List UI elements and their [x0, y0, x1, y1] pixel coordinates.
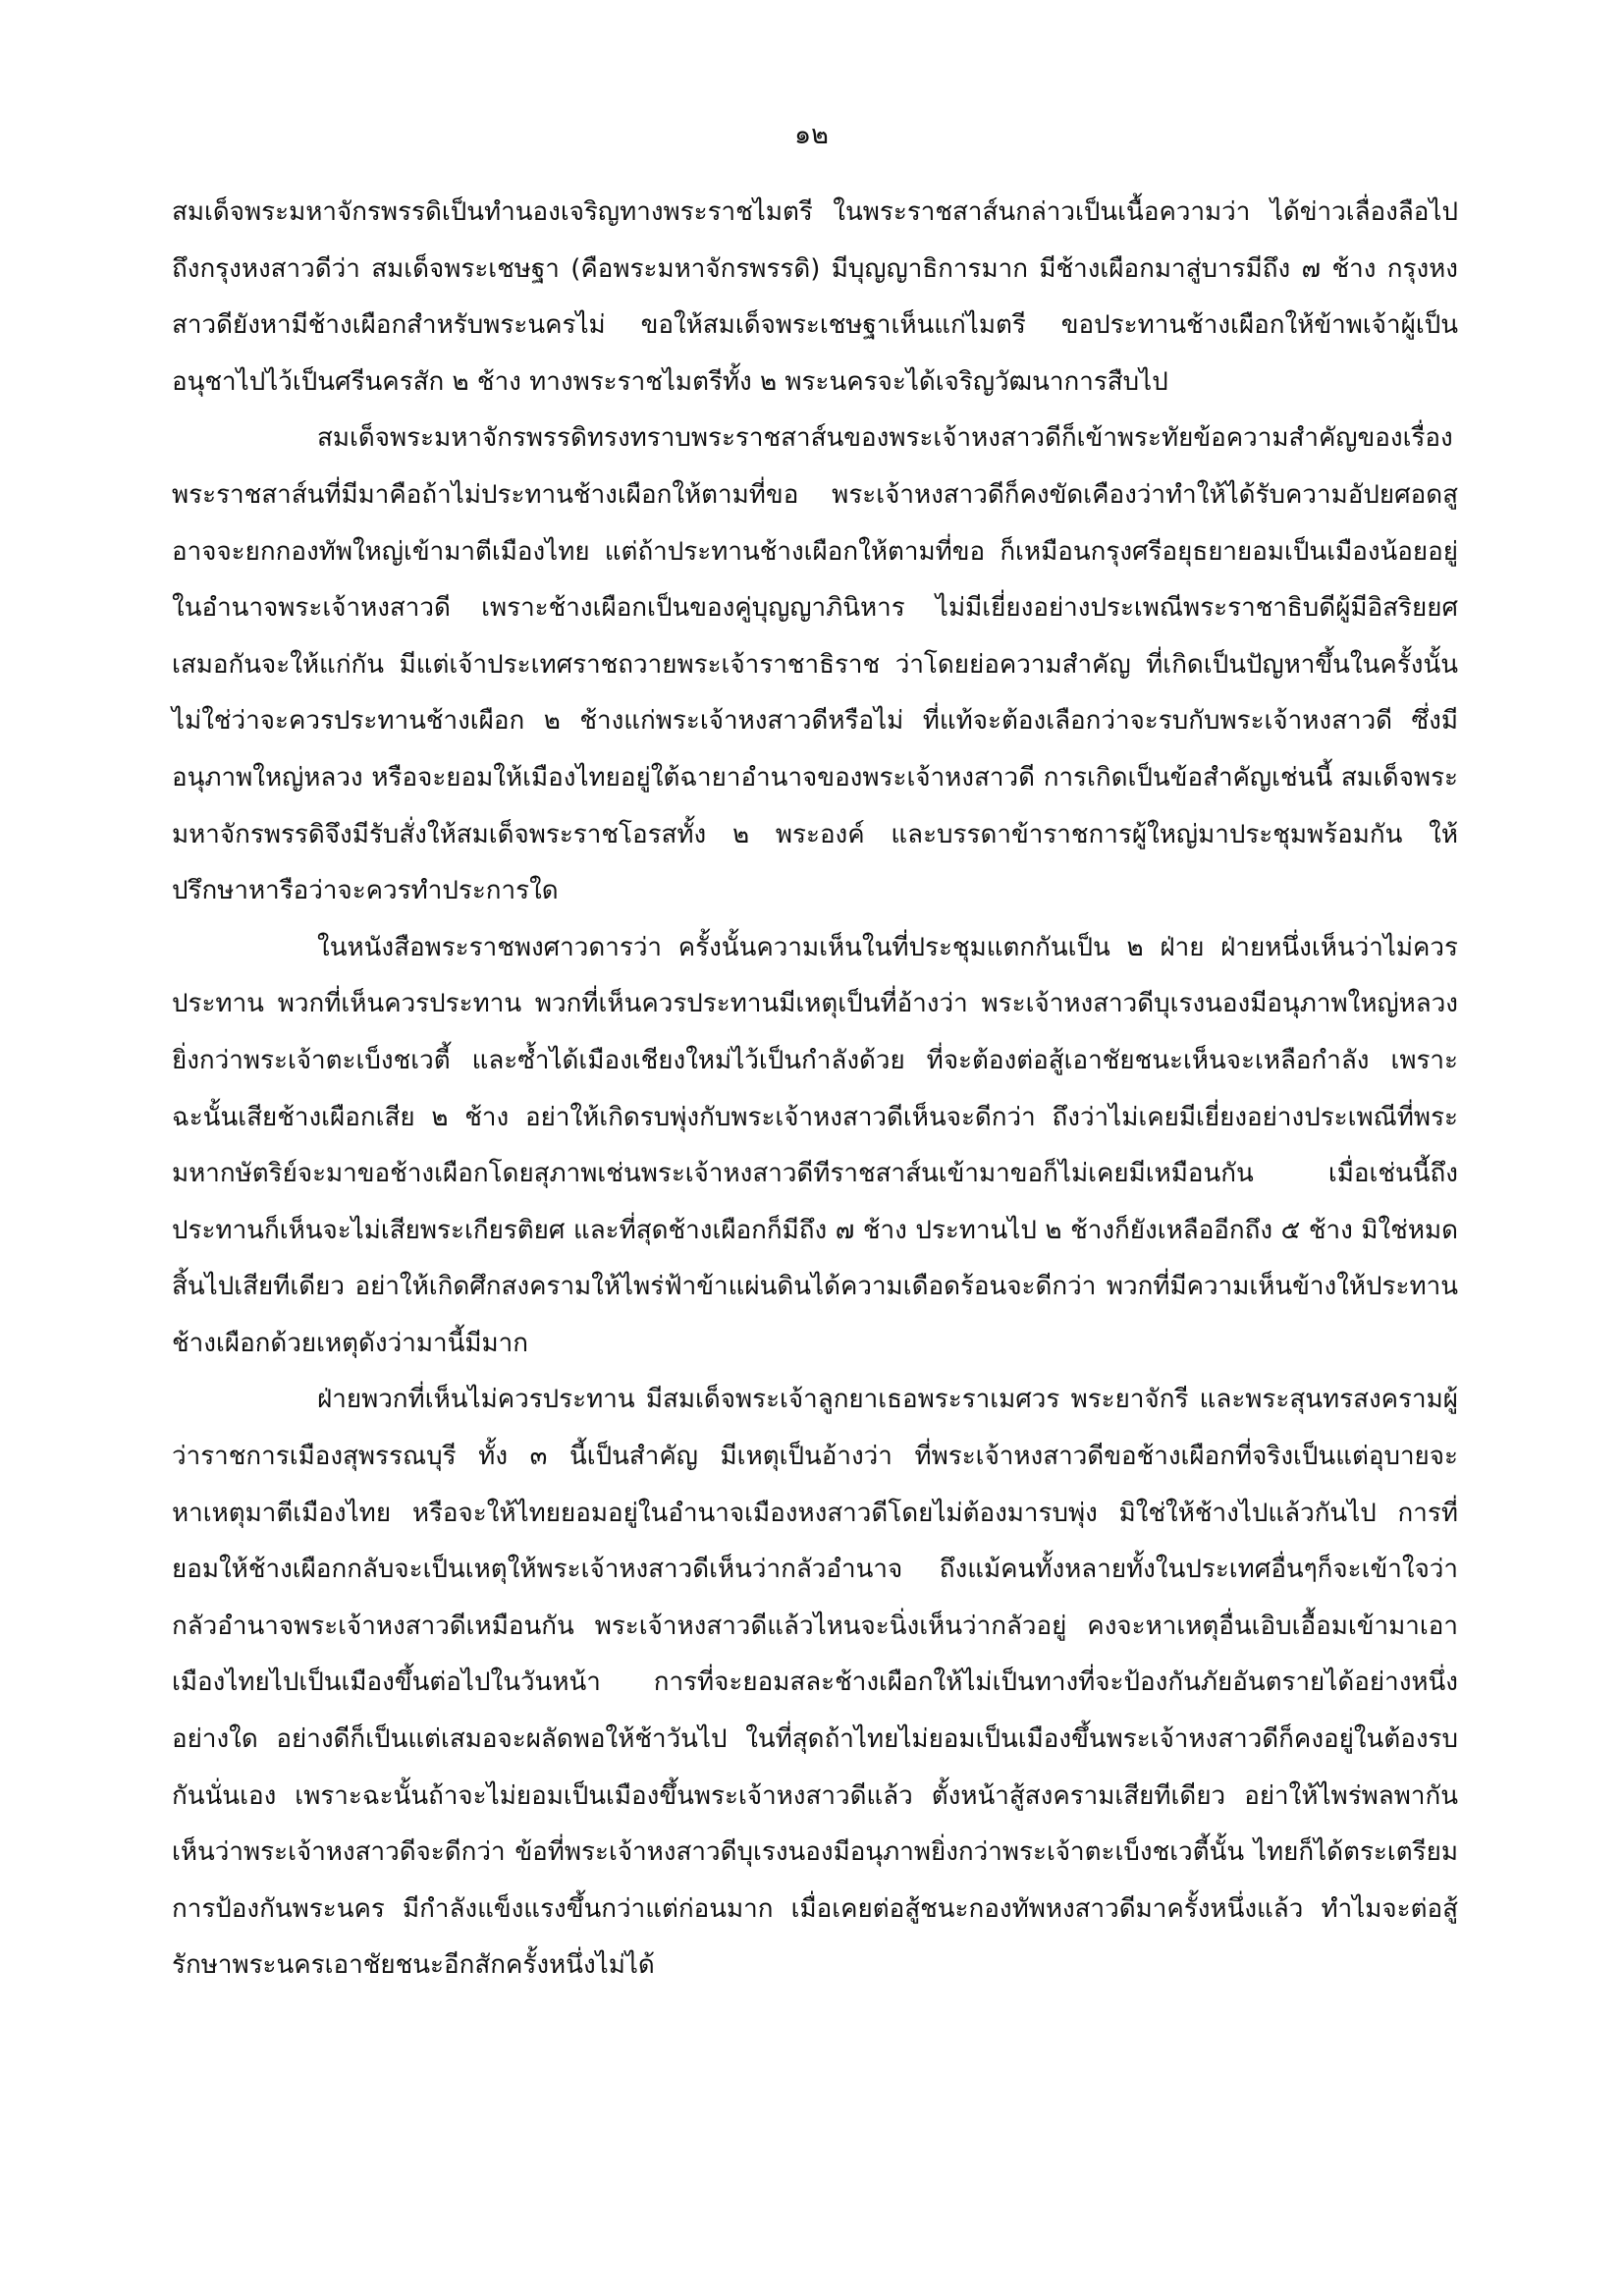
body-text	[172, 185, 1458, 1995]
paragraph-1: สมเด็จพระมหาจักรพรรดิเป็นทำนองเจริญทางพระราชไมตรี ในพระราชสาส์นกล่าวเป็นเนื้อความว่า ได้ข่าวเลื่องลือไปถึงกรุงหงสาวดีว่า สมเด็จพระเชษฐา (คือพระมหาจักรพรรดิ) มีบุญญาธิการมาก มีช้างเผือกมาสู่บารมีถึง ๗ ช้าง กรุงหงสาวดียังหามีช้างเผือกสำหรับพระนครไม่ ขอให้สมเด็จพระเชษฐาเห็นแก่ไมตรี ขอประทานช้างเผือกให้ข้าพเจ้าผู้เป็นอนุชาไปไว้เป็นศรีนครสัก ๒ ช้าง ทางพระราชไมตรีทั้ง ๒ พระนครจะได้เจริญวัฒนาการสืบไป	[172, 197, 1458, 397]
paragraph-3: ในหนังสือพระราชพงศาวดารว่า ครั้งนั้นความเห็นในที่ประชุมแตกกันเป็น ๒ ฝ่าย ฝ่ายหนึ่งเห็นว่าไม่ควรประทาน พวกที่เห็นควรประทาน พวกที่เห็นควรประทานมีเหตุเป็นที่อ้างว่า พระเจ้าหงสาวดีบุเรงนองมีอนุภาพใหญ่หลวงยิ่งกว่าพระเจ้าตะเบ็งชเวตี้ และซ้ำได้เมืองเชียงใหม่ไว้เป็นกำลังด้วย ที่จะต้องต่อสู้เอาชัยชนะเห็นจะเหลือกำลัง เพราะฉะนั้นเสียช้างเผือกเสีย ๒ ช้าง อย่าให้เกิดรบพุ่งกับพระเจ้าหงสาวดีเห็นจะดีกว่า ถึงว่าไม่เคยมีเยี่ยงอย่างประเพณีที่พระมหากษัตริย์จะมาขอช้างเผือกโดยสุภาพเช่นพระเจ้าหงสาวดีทีราชสาส์นเข้ามาขอก็ไม่เคยมีเหมือนกัน เมื่อเช่นนี้ถึงประทานก็เห็นจะไม่เสียพระเกียรติยศ และที่สุดช้างเผือกก็มีถึง ๗ ช้าง ประทานไป ๒ ช้างก็ยังเหลืออีกถึง ๕ ช้าง มิใช่หมดสิ้นไปเสียทีเดียว อย่าให้เกิดศึกสงครามให้ไพร่ฟ้าข้าแผ่นดินได้ความเดือดร้อนจะดีกว่า พวกที่มีความเห็นข้างให้ประทานช้างเผือกด้วยเหตุดังว่ามานี้มีมาก	[172, 932, 1458, 1358]
paragraph-2: สมเด็จพระมหาจักรพรรดิทรงทราบพระราชสาส์นของพระเจ้าหงสาวดีก็เข้าพระทัยข้อความสำคัญของเรื่องพระราชสาส์นที่มีมาคือถ้าไม่ประทานช้างเผือกให้ตามที่ขอ พระเจ้าหงสาวดีก็คงขัดเคืองว่าทำให้ได้รับความอัปยศอดสู อาจจะยกกองทัพใหญ่เข้ามาตีเมืองไทย แต่ถ้าประทานช้างเผือกให้ตามที่ขอ ก็เหมือนกรุงศรีอยุธยายอมเป็นเมืองน้อยอยู่ในอำนาจพระเจ้าหงสาวดี เพราะช้างเผือกเป็นของคู่บุญญาภินิหาร ไม่มีเยี่ยงอย่างประเพณีพระราชาธิบดีผู้มีอิสริยยศเสมอกันจะให้แก่กัน มีแต่เจ้าประเทศราชถวายพระเจ้าราชาธิราช ว่าโดยย่อความสำคัญ ที่เกิดเป็นปัญหาขึ้นในครั้งนั้น ไม่ใช่ว่าจะควรประทานช้างเผือก ๒ ช้างแก่พระเจ้าหงสาวดีหรือไม่ ที่แท้จะต้องเลือกว่าจะรบกับพระเจ้าหงสาวดี ซึ่งมีอนุภาพใหญ่หลวง หรือจะยอมให้เมืองไทยอยู่ใต้ฉายาอำนาจของพระเจ้าหงสาวดี การเกิดเป็นข้อสำคัญเช่นนี้ สมเด็จพระมหาจักรพรรดิจึงมีรับสั่งให้สมเด็จพระราชโอรสทั้ง ๒ พระองค์ และบรรดาข้าราชการผู้ใหญ่มาประชุมพร้อมกัน ให้ปรึกษาหารือว่าจะควรทำประการใด	[172, 423, 1458, 906]
page-number: ๑๒	[794, 120, 829, 150]
paragraph-4: ฝ่ายพวกที่เห็นไม่ควรประทาน มีสมเด็จพระเจ้าลูกยาเธอพระราเมศวร พระยาจักรี และพระสุนทรสงครามผู้ว่าราชการเมืองสุพรรณบุรี ทั้ง ๓ นี้เป็นสำคัญ มีเหตุเป็นอ้างว่า ที่พระเจ้าหงสาวดีขอช้างเผือกที่จริงเป็นแต่อุบายจะหาเหตุมาตีเมืองไทย หรือจะให้ไทยยอมอยู่ในอำนาจเมืองหงสาวดีโดยไม่ต้องมารบพุ่ง มิใช่ให้ช้างไปแล้วกันไป การที่ยอมให้ช้างเผือกกลับจะเป็นเหตุให้พระเจ้าหงสาวดีเห็นว่ากลัวอำนาจ ถึงแม้คนทั้งหลายทั้งในประเทศอื่นๆก็จะเข้าใจว่ากลัวอำนาจพระเจ้าหงสาวดีเหมือนกัน พระเจ้าหงสาวดีแล้วไหนจะนิ่งเห็นว่ากลัวอยู่ คงจะหาเหตุอื่นเอิบเอื้อมเข้ามาเอาเมืองไทยไปเป็นเมืองขึ้นต่อไปในวันหน้า การที่จะยอมสละช้างเผือกให้ไม่เป็นทางที่จะป้องกันภัยอันตรายได้อย่างหนึ่งอย่างใด อย่างดีก็เป็นแต่เสมอจะผลัดพอให้ช้าวันไป ในที่สุดถ้าไทยไม่ยอมเป็นเมืองขึ้นพระเจ้าหงสาวดีก็คงอยู่ในต้องรบกันนั่นเอง เพราะฉะนั้นถ้าจะไม่ยอมเป็นเมืองขึ้นพระเจ้าหงสาวดีแล้ว ตั้งหน้าสู้สงครามเสียทีเดียว อย่าให้ไพร่พลพากันเห็นว่าพระเจ้าหงสาวดีจะดีกว่า ข้อที่พระเจ้าหงสาวดีบุเรงนองมีอนุภาพยิ่งกว่าพระเจ้าตะเบ็งชเวตี้นั้น ไทยก็ได้ตระเตรียมการป้องกันพระนคร มีกำลังแข็งแรงขึ้นกว่าแต่ก่อนมาก เมื่อเคยต่อสู้ชนะกองทัพหงสาวดีมาครั้งหนึ่งแล้ว ทำไมจะต่อสู้รักษาพระนครเอาชัยชนะอีกสักครั้งหนึ่งไม่ได้	[172, 1385, 1458, 1981]
